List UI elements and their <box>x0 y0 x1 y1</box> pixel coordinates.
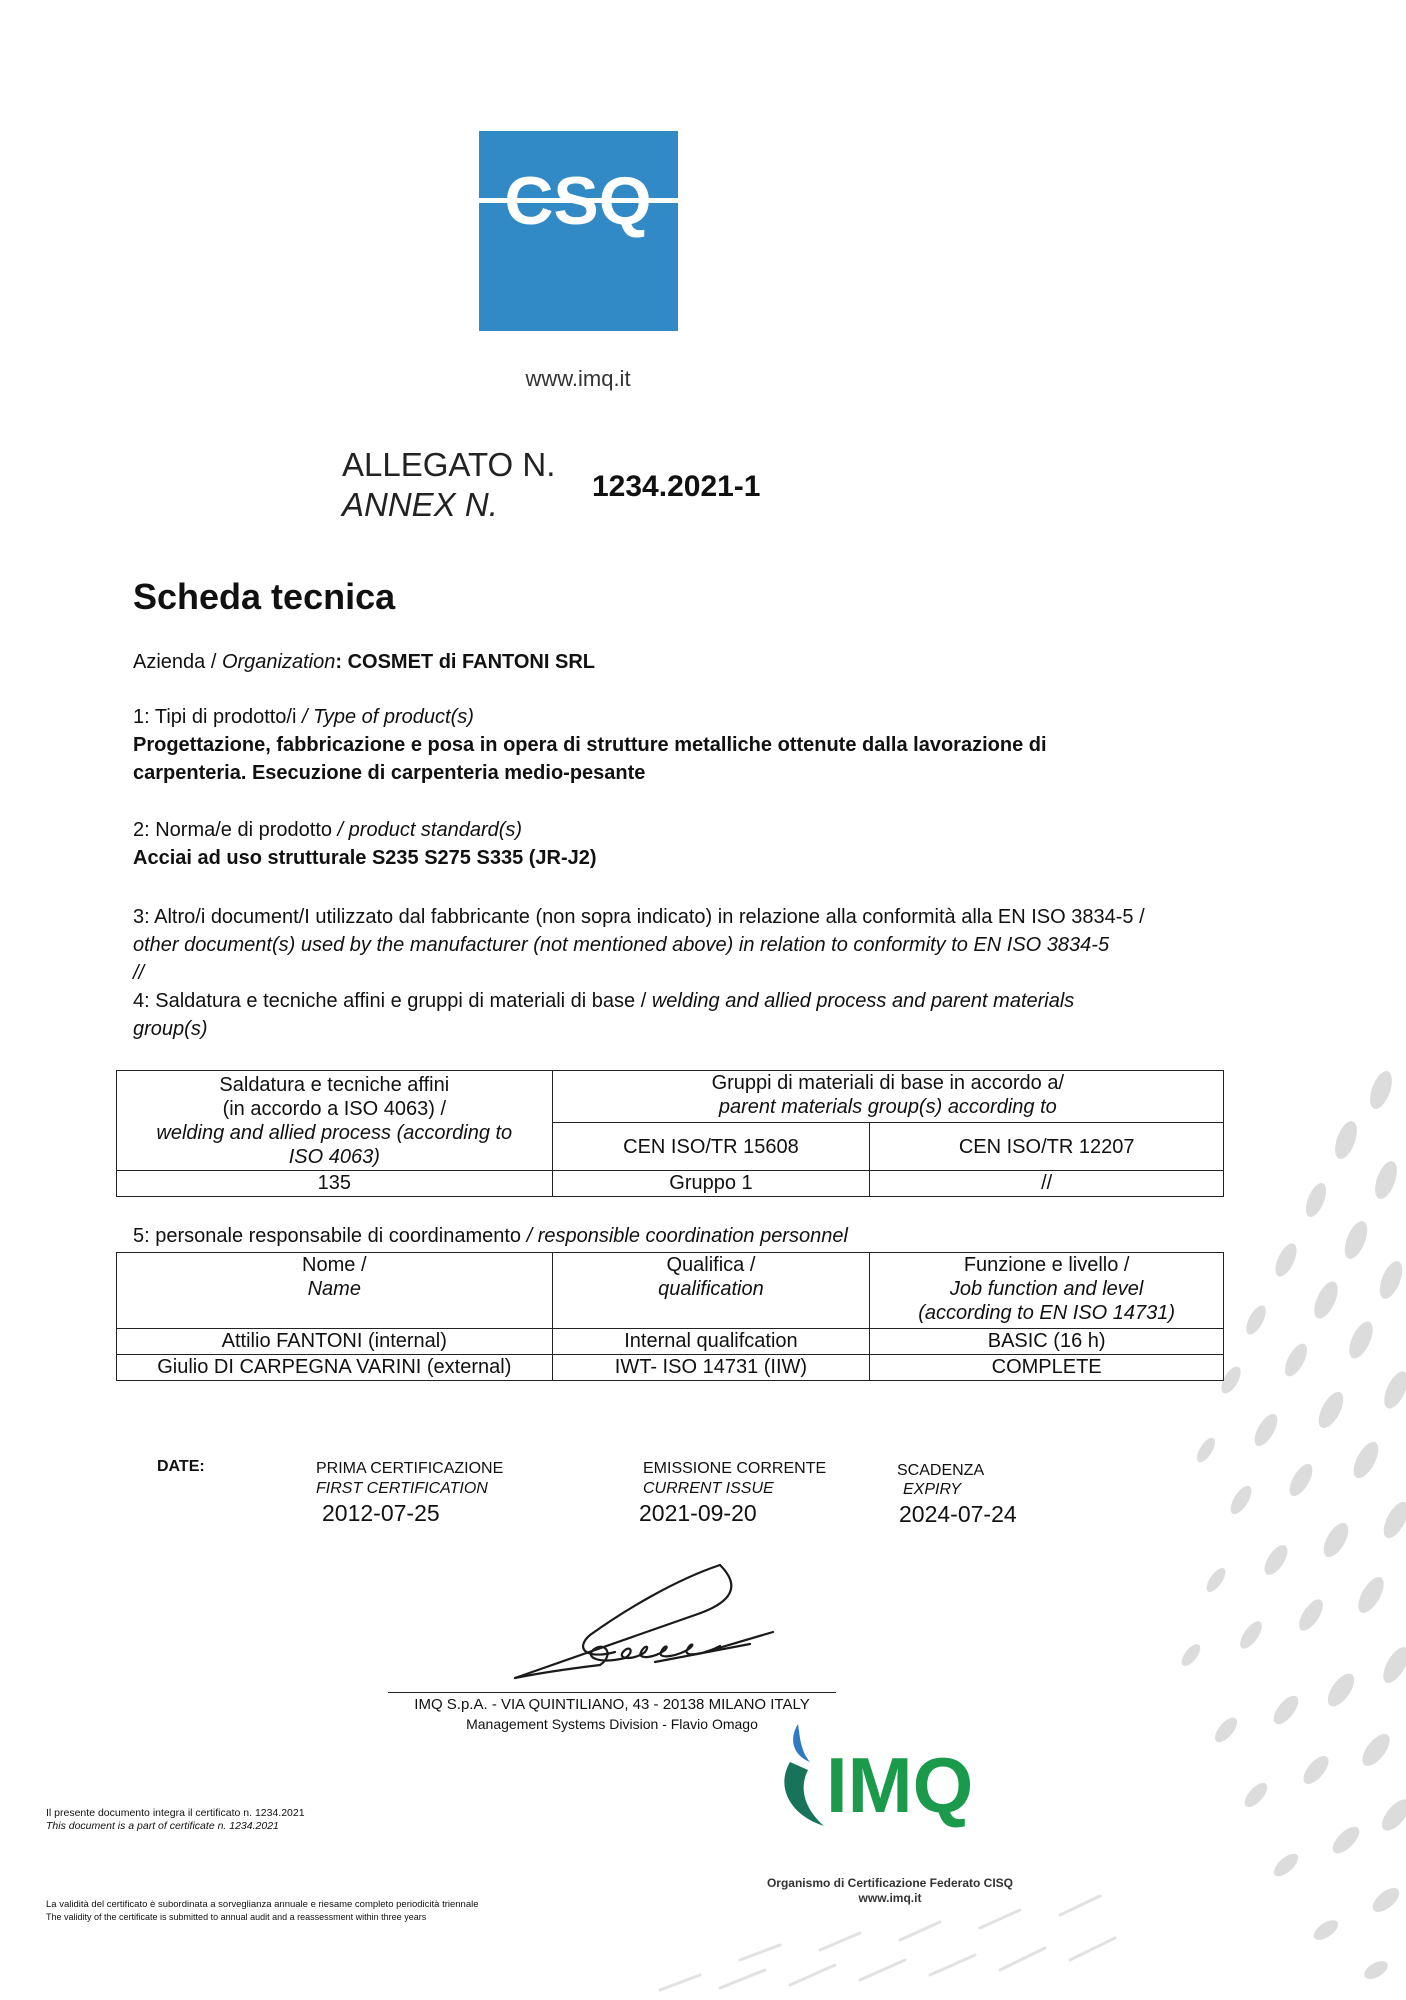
personnel-header-name-it: Nome / <box>302 1254 367 1276</box>
date-label: DATE: <box>157 1458 205 1475</box>
welding-other-cell: // <box>870 1171 1224 1197</box>
section1-label-en: / Type of product(s) <box>296 706 474 728</box>
welding-header-process-en2: ISO 4063) <box>288 1145 380 1168</box>
welding-header-process-it1: Saldatura e tecniche affini <box>219 1073 450 1096</box>
personnel-name-cell: Giulio DI CARPEGNA VARINI (external) <box>117 1355 553 1381</box>
current-issue-label-it: EMISSIONE CORRENTE <box>643 1460 827 1477</box>
organization-label-en: Organization <box>221 651 336 673</box>
page-title: Scheda tecnica <box>133 576 396 617</box>
welding-table <box>116 1070 1224 1197</box>
signatory-address: IMQ S.p.A. - VIA QUINTILIANO, 43 - 20138 MILANO ITALY <box>414 1696 810 1713</box>
section5-label-en: / responsible coordination personnel <box>521 1225 848 1247</box>
section1-label-it: 1: Tipi di prodotto/i <box>133 706 297 728</box>
table-row <box>117 1171 1224 1197</box>
csq-logo-text: CSQ <box>504 163 652 239</box>
section3-line1: 3: Altro/i document/I utilizzato dal fabbricante (non sopra indicato) in relazione alla conformità alla EN ISO 3834-5 / <box>133 906 1145 928</box>
first-certification-date: 2012-07-25 <box>322 1500 440 1526</box>
section5-label <box>133 1222 848 1250</box>
expiry-label-en: EXPIRY <box>903 1481 962 1498</box>
personnel-header-qual-en: qualification <box>658 1278 764 1300</box>
first-certification-label-it: PRIMA CERTIFICAZIONE <box>316 1460 504 1477</box>
personnel-header-name <box>117 1253 553 1329</box>
signature <box>505 1560 795 1690</box>
expiry-date: 2024-07-24 <box>899 1501 1017 1527</box>
section3-line3: // <box>133 962 145 984</box>
section2-label-it: 2: Norma/e di prodotto <box>133 819 332 841</box>
personnel-qual-cell: IWT- ISO 14731 (IIW) <box>552 1355 870 1381</box>
annex-label-it: ALLEGATO N. <box>342 446 556 483</box>
csq-logo <box>479 131 678 331</box>
section1-label <box>133 703 474 731</box>
welding-header-process <box>117 1071 553 1171</box>
current-issue-label-en: CURRENT ISSUE <box>643 1480 774 1497</box>
footer-note2-en: The validity of the certificate is submitted to annual audit and a reassessment within three years <box>46 1912 427 1922</box>
imq-website: www.imq.it <box>858 1891 922 1905</box>
imq-logo <box>776 1722 996 1832</box>
annex-label-en: ANNEX N. <box>342 486 498 523</box>
section1-value-line1: Progettazione, fabbricazione e posa in opera di strutture metalliche ottenute dalla lavorazione di <box>133 734 1047 756</box>
section4-label <box>133 987 1074 1015</box>
personnel-table <box>116 1252 1224 1381</box>
table-row <box>117 1329 1224 1355</box>
table-row <box>117 1355 1224 1381</box>
section1-value-line2: carpenteria. Esecuzione di carpenteria medio-pesante <box>133 762 646 784</box>
imq-caption: Organismo di Certificazione Federato CISQ <box>766 1876 1014 1890</box>
signatory-division: Management Systems Division - Flavio Omago <box>466 1716 758 1732</box>
personnel-header-function <box>870 1253 1224 1329</box>
personnel-func-cell: BASIC (16 h) <box>870 1329 1224 1355</box>
welding-group-cell: Gruppo 1 <box>552 1171 870 1197</box>
separator: / <box>205 651 222 673</box>
expiry-label-it: SCADENZA <box>897 1462 985 1479</box>
section4-label-en: welding and allied process and parent materials <box>651 990 1075 1012</box>
personnel-header-func-it: Funzione e livello / <box>963 1254 1130 1276</box>
welding-header-groups-it: Gruppi di materiali di base in accordo a/ <box>711 1072 1064 1094</box>
welding-subheader-12207: CEN ISO/TR 12207 <box>870 1123 1224 1171</box>
colon: : <box>335 651 348 673</box>
section2-value: Acciai ad uso strutturale S235 S275 S335 (JR-J2) <box>133 847 597 869</box>
footer-note1-en: This document is a part of certificate n. 1234.2021 <box>46 1820 279 1832</box>
imq-logo-text: IMQ <box>826 1741 974 1829</box>
organization-line <box>133 648 595 676</box>
welding-subheader-15608: CEN ISO/TR 15608 <box>552 1123 870 1171</box>
signature-line <box>388 1692 836 1693</box>
section5-label-it: 5: personale responsabile di coordinamento <box>133 1225 522 1247</box>
personnel-func-cell: COMPLETE <box>870 1355 1224 1381</box>
personnel-header-name-en: Name <box>307 1278 361 1300</box>
personnel-header-qual-it: Qualifica / <box>666 1254 756 1276</box>
organization-label-it: Azienda <box>133 651 206 673</box>
section4-label-it: 4: Saldatura e tecniche affini e gruppi di materiali di base / <box>133 990 652 1012</box>
personnel-header-qualification <box>552 1253 870 1329</box>
section2-label <box>133 816 522 844</box>
personnel-header-func-en2: (according to EN ISO 14731) <box>918 1302 1176 1324</box>
footer-note2-it: La validità del certificato è subordinata a sorveglianza annuale e riesame completo periodicità triennale <box>46 1899 479 1910</box>
welding-header-groups <box>552 1071 1223 1123</box>
section4-label-en-cont: group(s) <box>133 1018 208 1040</box>
website-url: www.imq.it <box>525 366 631 391</box>
first-certification-label-en: FIRST CERTIFICATION <box>316 1480 488 1497</box>
annex-number: 1234.2021-1 <box>592 470 761 503</box>
welding-header-groups-en: parent materials group(s) according to <box>718 1096 1057 1118</box>
welding-header-process-en1: welding and allied process (according to <box>156 1121 513 1144</box>
section3-line2: other document(s) used by the manufacturer (not mentioned above) in relation to conformity to EN ISO 3834-5 <box>133 934 1110 956</box>
welding-header-process-it2: (in accordo a ISO 4063) / <box>222 1097 447 1120</box>
welding-process-cell: 135 <box>117 1171 553 1197</box>
personnel-name-cell: Attilio FANTONI (internal) <box>117 1329 553 1355</box>
section2-label-en: / product standard(s) <box>332 819 523 841</box>
organization-name: COSMET di FANTONI SRL <box>347 651 595 673</box>
personnel-header-func-en1: Job function and level <box>949 1278 1144 1300</box>
personnel-qual-cell: Internal qualifcation <box>552 1329 870 1355</box>
footer-note1-it: Il presente documento integra il certificato n. 1234.2021 <box>46 1807 305 1819</box>
current-issue-date: 2021-09-20 <box>639 1500 757 1526</box>
